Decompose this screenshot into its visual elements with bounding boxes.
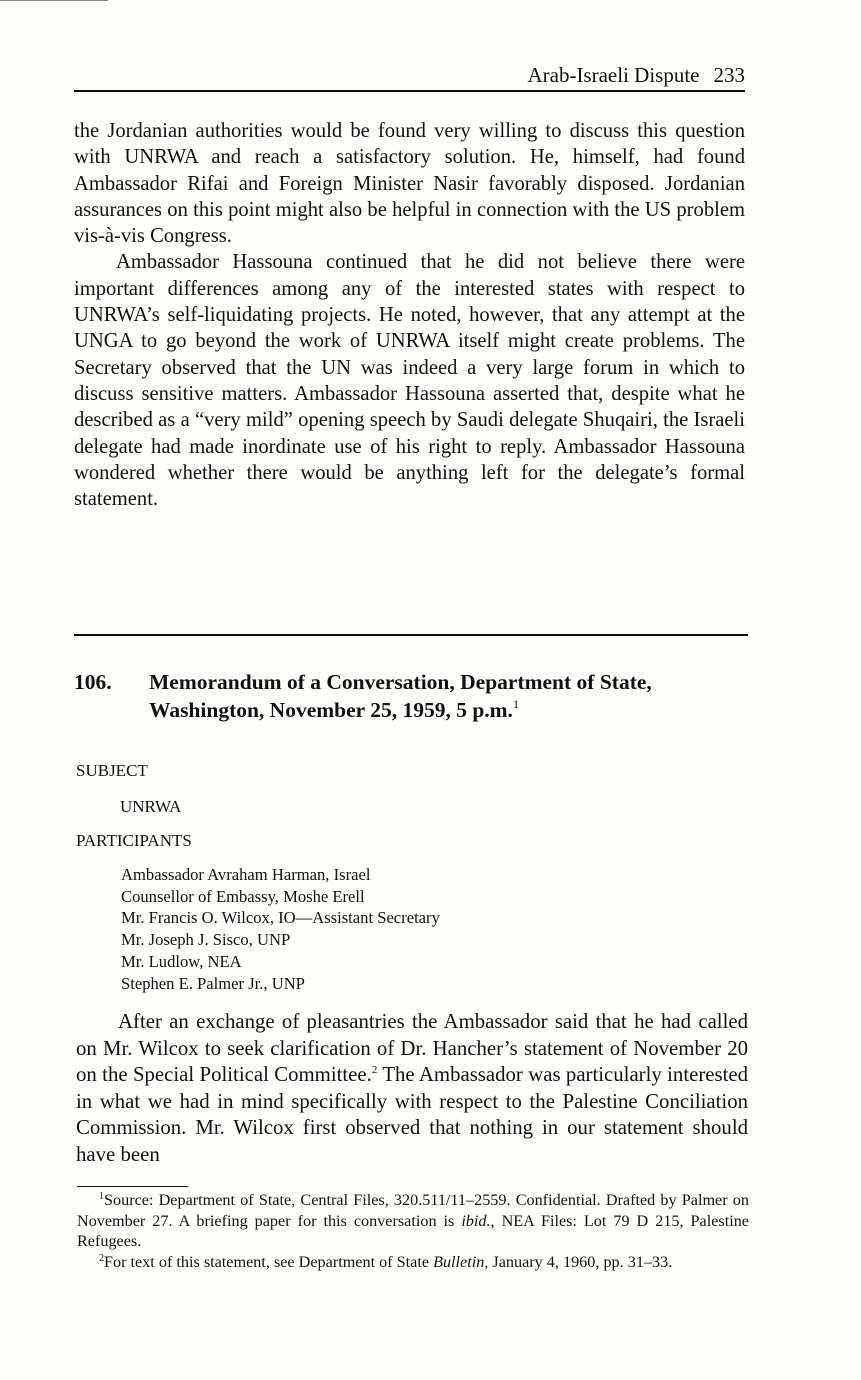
footnote-text: For text of this statement, see Department of State xyxy=(104,1252,434,1271)
document-number: 106. xyxy=(74,670,112,694)
footnote-marker: 2 xyxy=(99,1252,104,1264)
participant-item: Mr. Francis O. Wilcox, IO—Assistant Secretary xyxy=(121,908,440,928)
footnote-text: , NEA Files: Lot 79 D 215, Palestine Refugees. xyxy=(77,1211,749,1251)
document-title-line-2: Washington, November 25, 1959, 5 p.m. xyxy=(149,698,513,722)
page-number: 233 xyxy=(713,63,745,87)
running-title: Arab-Israeli Dispute xyxy=(527,63,700,87)
section-divider xyxy=(74,634,748,636)
footnote-ref-2[interactable]: 2 xyxy=(371,1064,378,1076)
paragraph-1: the Jordanian authorities would be found very willing to discuss this question with UNRWA and reach a satisfactory solution. He, himself, had found Ambassador Rifai and Foreign Minister Nasir favorably disposed. Jordanian assurances on this point might also be helpful in connection with the US problem vis-à-vis Congress. xyxy=(74,120,745,248)
top-edge-mark xyxy=(0,0,108,1)
participants-label: PARTICIPANTS xyxy=(76,831,192,850)
running-header xyxy=(74,62,745,92)
footnotes xyxy=(77,1190,749,1272)
memorandum-body xyxy=(76,1009,748,1168)
footnote-text: Source: Department of State, Central Files, 320.511/11–2559. Confidential. Drafted by Palmer on November 27. A briefing paper for this conversation is xyxy=(77,1191,749,1230)
footnote-ref-1[interactable]: 1 xyxy=(512,697,519,711)
body-paragraph xyxy=(76,1009,748,1168)
footnote-italic: ibid. xyxy=(461,1211,491,1230)
subject-label: SUBJECT xyxy=(76,761,148,780)
participant-item: Counsellor of Embassy, Moshe Erell xyxy=(121,886,365,906)
footnote-rule xyxy=(77,1186,188,1187)
body-text-part-2: The Ambassador was particularly interested in what we had in mind specifically with respect to the Palestine Conciliation Commission. Mr. Wilcox first observed that nothing in our statement should have been xyxy=(76,1063,748,1166)
participant-item: Ambassador Avraham Harman, Israel xyxy=(121,865,371,884)
paragraph-2: Ambassador Hassouna continued that he did not believe there were important differences among any of the interested states with respect to UNRWA’s self-liquidating projects. He noted, however, that any attempt at the UNGA to go beyond the work of UNRWA itself might create problems. The Secretary observed that the UN was indeed a very large forum in which to discuss sensitive matters. Ambassador Hassouna asserted that, despite what he described as a “very mild” opening speech by Saudi delegate Shuqairi, the Israeli delegate had made inordinate use of his right to reply. Ambassador Hassouna wondered whether there would be anything left for the delegate’s formal statement. xyxy=(74,251,745,511)
document-title xyxy=(149,668,754,724)
footnote-italic: Bulletin, xyxy=(433,1252,489,1271)
body-text-part-1: After an exchange of pleasantries the Ambassador said that he had called on Mr. Wilcox to seek clarification of Dr. Hancher’s statement of November 20 on the Special Political Committee. xyxy=(76,1010,748,1086)
participants-list xyxy=(121,864,440,994)
footnote-1 xyxy=(77,1190,749,1252)
participant-item: Mr. Joseph J. Sisco, UNP xyxy=(121,930,291,950)
document-heading xyxy=(74,668,754,724)
participant-item: Stephen E. Palmer Jr., UNP xyxy=(121,973,305,993)
participant-item: Mr. Ludlow, NEA xyxy=(121,951,242,971)
footnote-2 xyxy=(77,1252,749,1273)
continued-text xyxy=(74,118,745,512)
subject-value: UNRWA xyxy=(120,797,182,816)
footnote-marker: 1 xyxy=(99,1191,104,1202)
document-title-line-1: Memorandum of a Conversation, Department of State, xyxy=(149,670,652,694)
footnote-text: January 4, 1960, pp. 31–33. xyxy=(488,1252,673,1271)
